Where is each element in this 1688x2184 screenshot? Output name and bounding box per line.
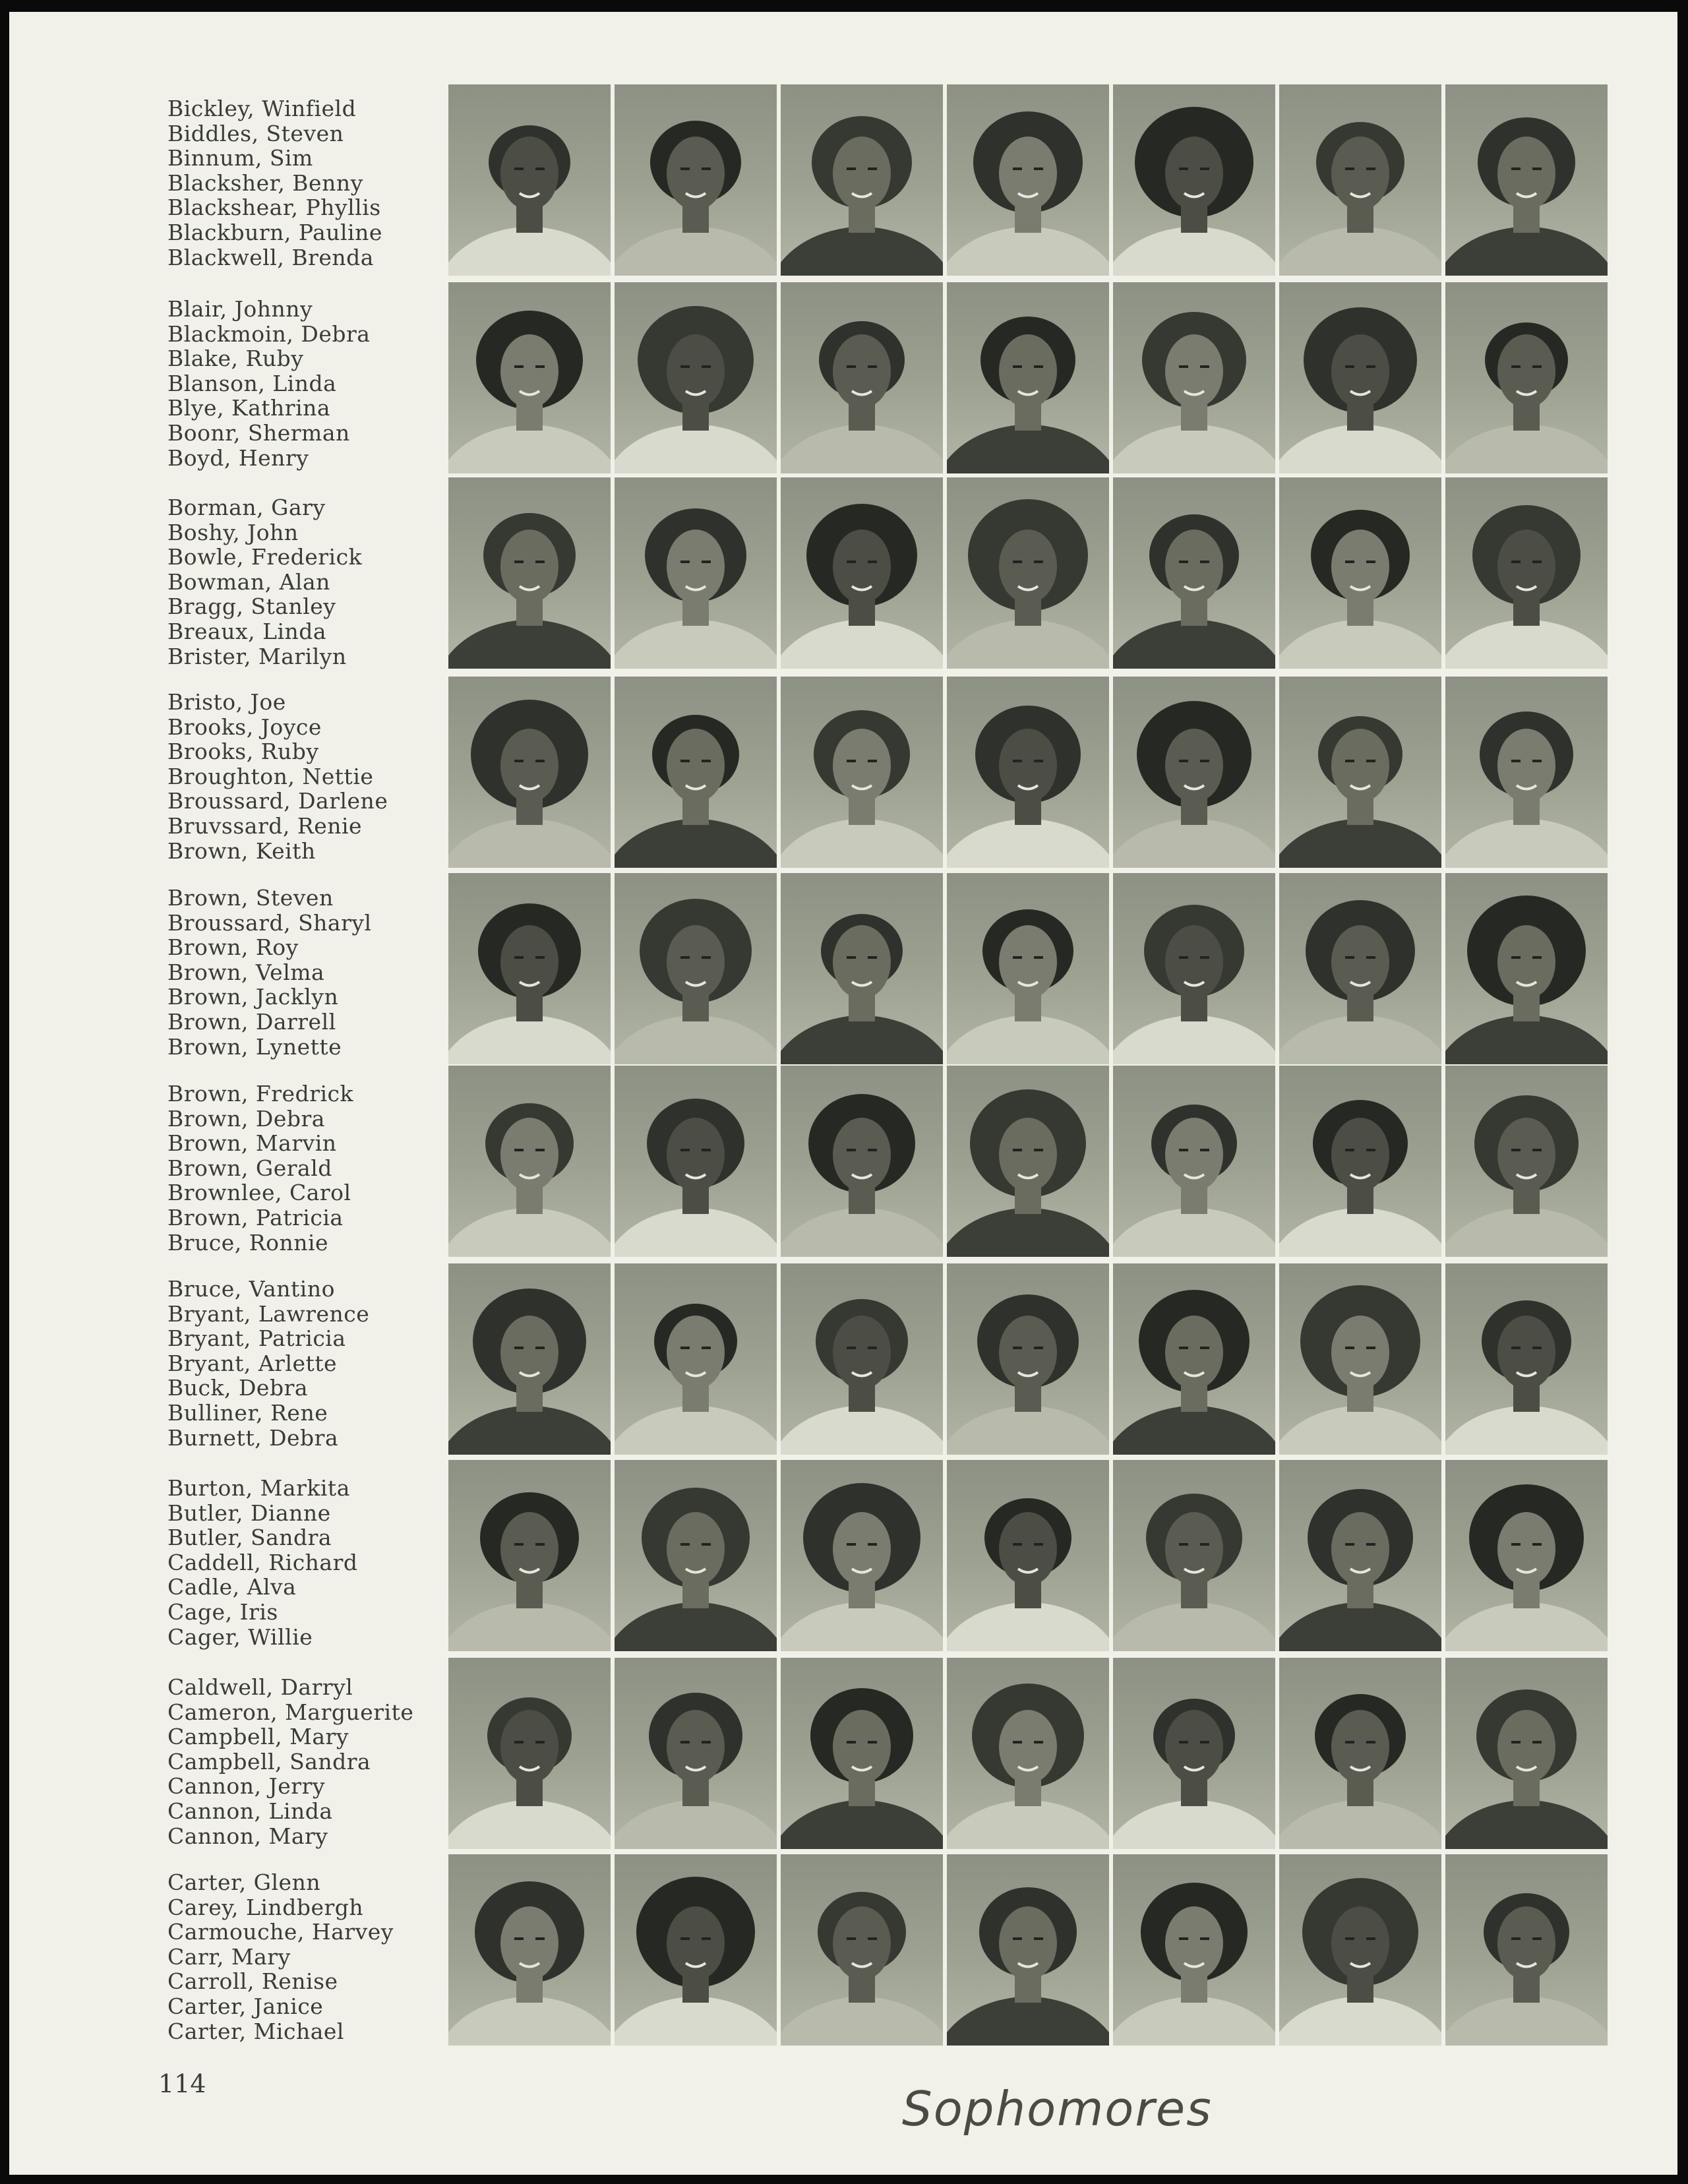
portrait-row <box>448 282 1622 473</box>
name-group <box>167 495 458 669</box>
student-portrait <box>1113 873 1275 1064</box>
student-name: Blackwell, Brenda <box>167 244 374 270</box>
student-name: Bryant, Arlette <box>167 1350 338 1376</box>
name-group <box>167 1675 458 1848</box>
student-portrait <box>947 282 1109 473</box>
student-portrait <box>615 677 777 868</box>
student-name: Brown, Steven <box>167 885 334 911</box>
student-name: Carter, Michael <box>167 2018 344 2044</box>
student-name: Cager, Willie <box>167 1623 313 1650</box>
student-portrait <box>947 1854 1109 2046</box>
student-name: Cannon, Mary <box>167 1823 328 1849</box>
student-portrait <box>1113 282 1275 473</box>
student-portrait <box>1279 873 1441 1064</box>
student-name: Carr, Mary <box>167 1943 291 1970</box>
student-name: Bryant, Patricia <box>167 1325 346 1352</box>
student-portrait <box>615 282 777 473</box>
student-name: Bruce, Ronnie <box>167 1229 329 1256</box>
student-name: Burton, Markita <box>167 1475 350 1501</box>
student-name: Brown, Velma <box>167 959 325 985</box>
student-name: Bristo, Joe <box>167 689 286 715</box>
student-name: Broussard, Darlene <box>167 788 388 814</box>
portrait-row <box>448 477 1622 669</box>
student-portrait <box>781 477 943 669</box>
student-portrait <box>1113 1854 1275 2046</box>
student-portrait <box>1113 84 1275 276</box>
name-group <box>167 690 458 863</box>
student-name: Binnum, Sim <box>167 145 313 171</box>
student-portrait <box>448 1460 611 1651</box>
student-name: Cameron, Marguerite <box>167 1699 414 1725</box>
student-name: Caldwell, Darryl <box>167 1674 353 1700</box>
student-name: Brown, Jacklyn <box>167 984 339 1010</box>
student-portrait <box>448 677 611 868</box>
student-name: Blacksher, Benny <box>167 169 363 196</box>
student-name: Carmouche, Harvey <box>167 1919 394 1945</box>
student-portrait <box>448 1066 611 1257</box>
student-portrait <box>1113 477 1275 669</box>
student-portrait <box>615 1658 777 1849</box>
student-portrait <box>781 1066 943 1257</box>
portrait-row <box>448 1460 1622 1651</box>
student-portrait <box>781 677 943 868</box>
student-portrait <box>1445 84 1608 276</box>
student-portrait <box>781 1854 943 2046</box>
student-portrait <box>947 873 1109 1064</box>
student-name: Carter, Glenn <box>167 1869 321 1895</box>
name-group <box>167 1277 458 1450</box>
student-name: Bulliner, Rene <box>167 1399 328 1426</box>
student-name: Cannon, Jerry <box>167 1773 325 1800</box>
student-portrait <box>615 1854 777 2046</box>
student-name: Bryant, Lawrence <box>167 1300 370 1327</box>
student-name: Boyd, Henry <box>167 444 309 471</box>
student-portrait <box>1445 1263 1608 1455</box>
student-name: Bowman, Alan <box>167 568 330 595</box>
student-portrait <box>1445 282 1608 473</box>
portrait-row <box>448 1854 1622 2046</box>
student-portrait <box>947 1658 1109 1849</box>
student-portrait <box>1113 1263 1275 1455</box>
student-name: Blye, Kathrina <box>167 395 331 421</box>
student-portrait <box>448 477 611 669</box>
student-portrait <box>448 84 611 276</box>
student-name: Carey, Lindbergh <box>167 1894 364 1920</box>
student-portrait <box>1279 677 1441 868</box>
student-name: Brooks, Joyce <box>167 713 322 740</box>
student-name: Cannon, Linda <box>167 1798 333 1824</box>
name-group <box>167 1081 458 1255</box>
student-name: Bickley, Winfield <box>167 96 357 121</box>
student-portrait <box>1113 1066 1275 1257</box>
portrait-row <box>448 84 1622 276</box>
student-portrait <box>448 1658 611 1849</box>
student-name: Bowle, Frederick <box>167 544 363 570</box>
student-portrait <box>781 1263 943 1455</box>
student-portrait <box>947 84 1109 276</box>
student-name: Blanson, Linda <box>167 370 337 396</box>
portrait-row <box>448 1066 1622 1257</box>
student-portrait <box>781 1658 943 1849</box>
name-group <box>167 1476 458 1649</box>
student-portrait <box>615 84 777 276</box>
student-name: Butler, Dianne <box>167 1500 331 1526</box>
student-portrait <box>1279 84 1441 276</box>
student-name: Carroll, Renise <box>167 1968 338 1995</box>
student-name: Caddell, Richard <box>167 1549 358 1575</box>
name-group <box>167 1870 458 2044</box>
student-name: Brownlee, Carol <box>167 1180 351 1206</box>
student-name: Brown, Debra <box>167 1105 325 1132</box>
student-portrait <box>448 873 611 1064</box>
student-portrait <box>1445 1460 1608 1651</box>
student-name: Campbell, Sandra <box>167 1748 371 1774</box>
portrait-row <box>448 873 1622 1064</box>
student-name: Blackburn, Pauline <box>167 219 382 245</box>
student-portrait <box>1445 477 1608 669</box>
student-portrait <box>1113 1658 1275 1849</box>
student-portrait <box>1113 677 1275 868</box>
student-name: Borman, Gary <box>167 495 326 520</box>
student-portrait <box>1279 1066 1441 1257</box>
student-name: Butler, Sandra <box>167 1525 332 1551</box>
student-name: Brown, Roy <box>167 934 299 961</box>
student-name: Brown, Fredrick <box>167 1081 354 1107</box>
student-portrait <box>1279 1460 1441 1651</box>
student-portrait <box>1445 1658 1608 1849</box>
page-number: 114 <box>158 2069 206 2098</box>
student-portrait <box>1279 1854 1441 2046</box>
student-portrait <box>615 1263 777 1455</box>
student-name: Burnett, Debra <box>167 1424 339 1451</box>
student-portrait <box>1445 1854 1608 2046</box>
student-name: Blair, Johnny <box>167 296 313 322</box>
student-name: Bruce, Vantino <box>167 1276 335 1302</box>
name-group <box>167 297 458 470</box>
student-portrait <box>781 282 943 473</box>
student-name: Brown, Marvin <box>167 1130 337 1157</box>
student-portrait <box>615 1066 777 1257</box>
student-name: Brown, Gerald <box>167 1155 332 1181</box>
student-portrait <box>947 1460 1109 1651</box>
student-portrait <box>947 477 1109 669</box>
student-name: Broussard, Sharyl <box>167 909 372 936</box>
student-name: Blake, Ruby <box>167 346 304 372</box>
yearbook-page <box>9 12 1677 2175</box>
student-name: Brister, Marilyn <box>167 643 347 669</box>
student-portrait <box>1279 477 1441 669</box>
student-name: Blackshear, Phyllis <box>167 195 381 221</box>
portrait-row <box>448 1658 1622 1849</box>
student-portrait <box>448 1263 611 1455</box>
student-name: Cadle, Alva <box>167 1574 297 1600</box>
student-portrait <box>615 1460 777 1651</box>
student-name: Brown, Patricia <box>167 1204 344 1230</box>
student-portrait <box>1279 1658 1441 1849</box>
student-portrait <box>1445 1066 1608 1257</box>
student-name: Bragg, Stanley <box>167 593 336 620</box>
student-name: Blackmoin, Debra <box>167 320 371 347</box>
student-portrait <box>781 873 943 1064</box>
student-name: Boonr, Sherman <box>167 419 350 446</box>
student-portrait <box>615 477 777 669</box>
student-portrait <box>1279 282 1441 473</box>
student-name: Breaux, Linda <box>167 618 327 644</box>
student-name: Brown, Lynette <box>167 1033 342 1060</box>
student-portrait <box>947 677 1109 868</box>
student-name: Brown, Darrell <box>167 1008 336 1035</box>
student-name: Bruvssard, Renie <box>167 812 363 839</box>
student-portrait <box>947 1066 1109 1257</box>
student-name: Broughton, Nettie <box>167 763 374 789</box>
student-portrait <box>781 1460 943 1651</box>
student-name: Campbell, Mary <box>167 1724 349 1750</box>
student-portrait <box>1445 677 1608 868</box>
student-name: Brooks, Ruby <box>167 739 319 765</box>
student-portrait <box>448 282 611 473</box>
student-name: Boshy, John <box>167 519 299 545</box>
student-portrait <box>781 84 943 276</box>
portrait-row <box>448 1263 1622 1455</box>
student-portrait <box>615 873 777 1064</box>
student-name: Cage, Iris <box>167 1598 278 1625</box>
student-portrait <box>1445 873 1608 1064</box>
name-group <box>167 886 458 1059</box>
student-name: Biddles, Steven <box>167 120 344 146</box>
student-name: Carter, Janice <box>167 1993 324 2019</box>
student-portrait <box>1113 1460 1275 1651</box>
student-portrait <box>947 1263 1109 1455</box>
name-group <box>167 96 458 270</box>
portrait-row <box>448 677 1622 868</box>
student-portrait <box>448 1854 611 2046</box>
student-portrait <box>1279 1263 1441 1455</box>
student-name: Brown, Keith <box>167 837 316 864</box>
section-title: Sophomores <box>902 2081 1213 2137</box>
student-name: Buck, Debra <box>167 1375 309 1401</box>
